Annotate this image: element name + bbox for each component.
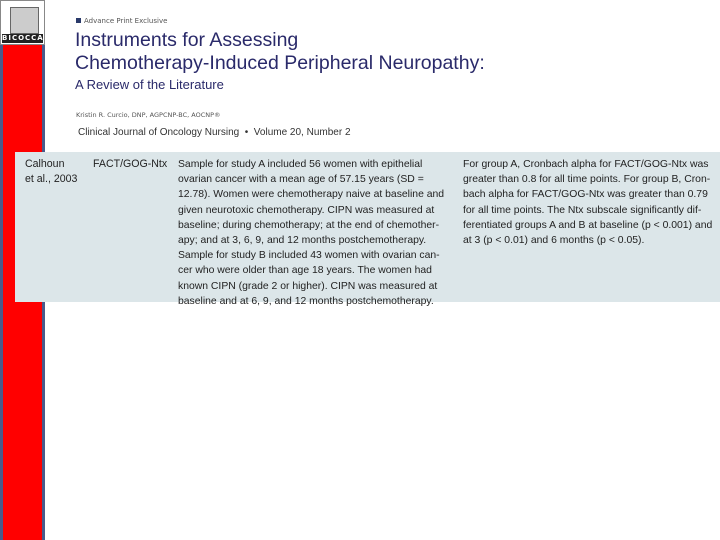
square-bullet-icon (76, 18, 81, 23)
logo-wordmark: BICOCCA (2, 34, 44, 42)
title-line: Instruments for Assessing (75, 29, 299, 51)
article-title (75, 29, 485, 75)
cell-instrument: FACT/GOG-Ntx (93, 158, 168, 170)
cell-findings: For group A, Cronbach alpha for FACT/GOG-Ntx was greater than 0.8 for all time points. For group B, Cron- bach alpha for FACT/GOG-Ntx was greater than 0.79 for all time points. The Ntx subscale significantly dif- ferentiated groups A and B at baseline (p < 0.001) and at 3 (p < 0.01) and 6 months (p < 0.05). (463, 159, 713, 247)
kicker-text: Advance Print Exclusive (84, 17, 168, 25)
university-logo (0, 0, 45, 45)
kicker (76, 17, 167, 25)
author-line: Kristin R. Curcio, DNP, AGPCNP-BC, AOCNP® (76, 111, 221, 119)
table-row (15, 152, 720, 307)
cell-study: Calhoun et al., 2003 (25, 158, 78, 186)
cell-sample: Sample for study A included 56 women with epithelial ovarian cancer with a mean age of 57.15 years (SD = 12.78). Women were chemotherapy naive at baseline and given neurotoxic chemotherapy. CIPN was measured at baseline; during chemotherapy; at the end of chemother- apy; and at 3, 6, 9, and 12 months postchemotherapy. Sample for study B included 43 women with ovarian can- cer who were older than age 18 years. The women had known CIPN (grade 2 or higher). CIPN was measured at baseline and at 6, 9, and 12 months postchemotherapy. (178, 159, 445, 307)
article-subtitle: A Review of the Literature (75, 77, 224, 92)
logo-emblem (10, 7, 39, 34)
title-line: Chemotherapy-Induced Peripheral Neuropathy: (75, 52, 485, 74)
journal-citation: Clinical Journal of Oncology Nursing • Volume 20, Number 2 (78, 127, 351, 138)
